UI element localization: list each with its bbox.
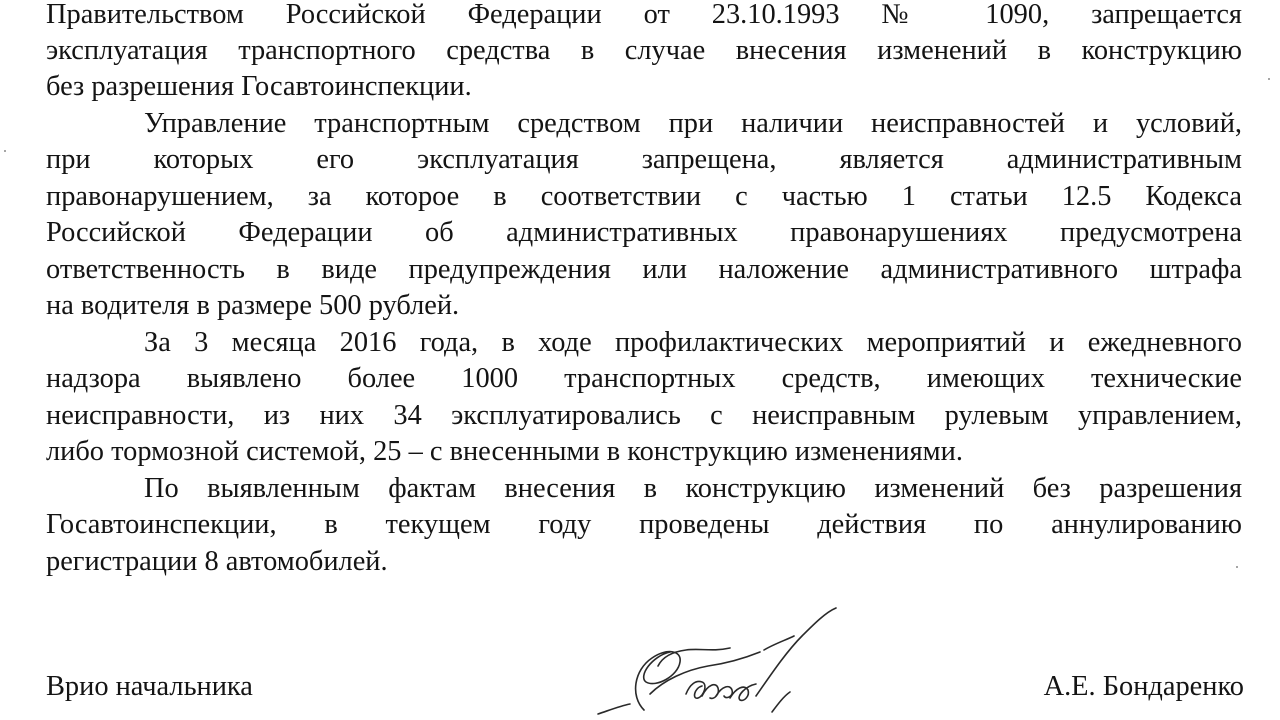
paragraph-line: За 3 месяца 2016 года, в ходе профилактических мероприятий и ежедневного — [144, 327, 1242, 358]
paragraph-line: По выявленным фактам внесения в конструкцию изменений без разрешения — [144, 473, 1242, 504]
paragraph-line: неисправности, из них 34 эксплуатировались с неисправным рулевым управлением, — [46, 400, 1242, 431]
scan-speck — [1236, 566, 1238, 568]
paragraph-line: надзора выявлено более 1000 транспортных средств, имеющих технические — [46, 363, 1242, 394]
paragraph-line: ответственность в виде предупреждения или наложение административного штрафа — [46, 254, 1242, 285]
paragraph-line: на водителя в размере 500 рублей. — [46, 290, 460, 321]
paragraph-line: при которых его эксплуатация запрещена, является административным — [46, 144, 1242, 175]
signatory-position: Врио начальника — [46, 671, 253, 702]
paragraph-line: регистрации 8 автомобилей. — [46, 546, 388, 577]
paragraph-line: эксплуатация транспортного средства в случае внесения изменений в конструкцию — [46, 35, 1242, 66]
paragraph-line: Правительством Российской Федерации от 23.10.1993 № 1090, запрещается — [46, 0, 1242, 30]
paragraph-line: либо тормозной системой, 25 – с внесенными в конструкцию изменениями. — [46, 436, 963, 467]
paragraph-line: правонарушением, за которое в соответствии с частью 1 статьи 12.5 Кодекса — [46, 181, 1242, 212]
scan-speck — [1268, 78, 1270, 80]
paragraph-line: Российской Федерации об административных правонарушениях предусмотрена — [46, 217, 1242, 248]
signatory-name: А.Е. Бондаренко — [1043, 671, 1244, 702]
paragraph-line: Управление транспортным средством при наличии неисправностей и условий, — [144, 108, 1242, 139]
scan-speck — [4, 150, 6, 152]
paragraph-line: без разрешения Госавтоинспекции. — [46, 71, 472, 102]
paragraph-line: Госавтоинспекции, в текущем году проведены действия по аннулированию — [46, 509, 1242, 540]
handwritten-signature — [590, 600, 850, 720]
